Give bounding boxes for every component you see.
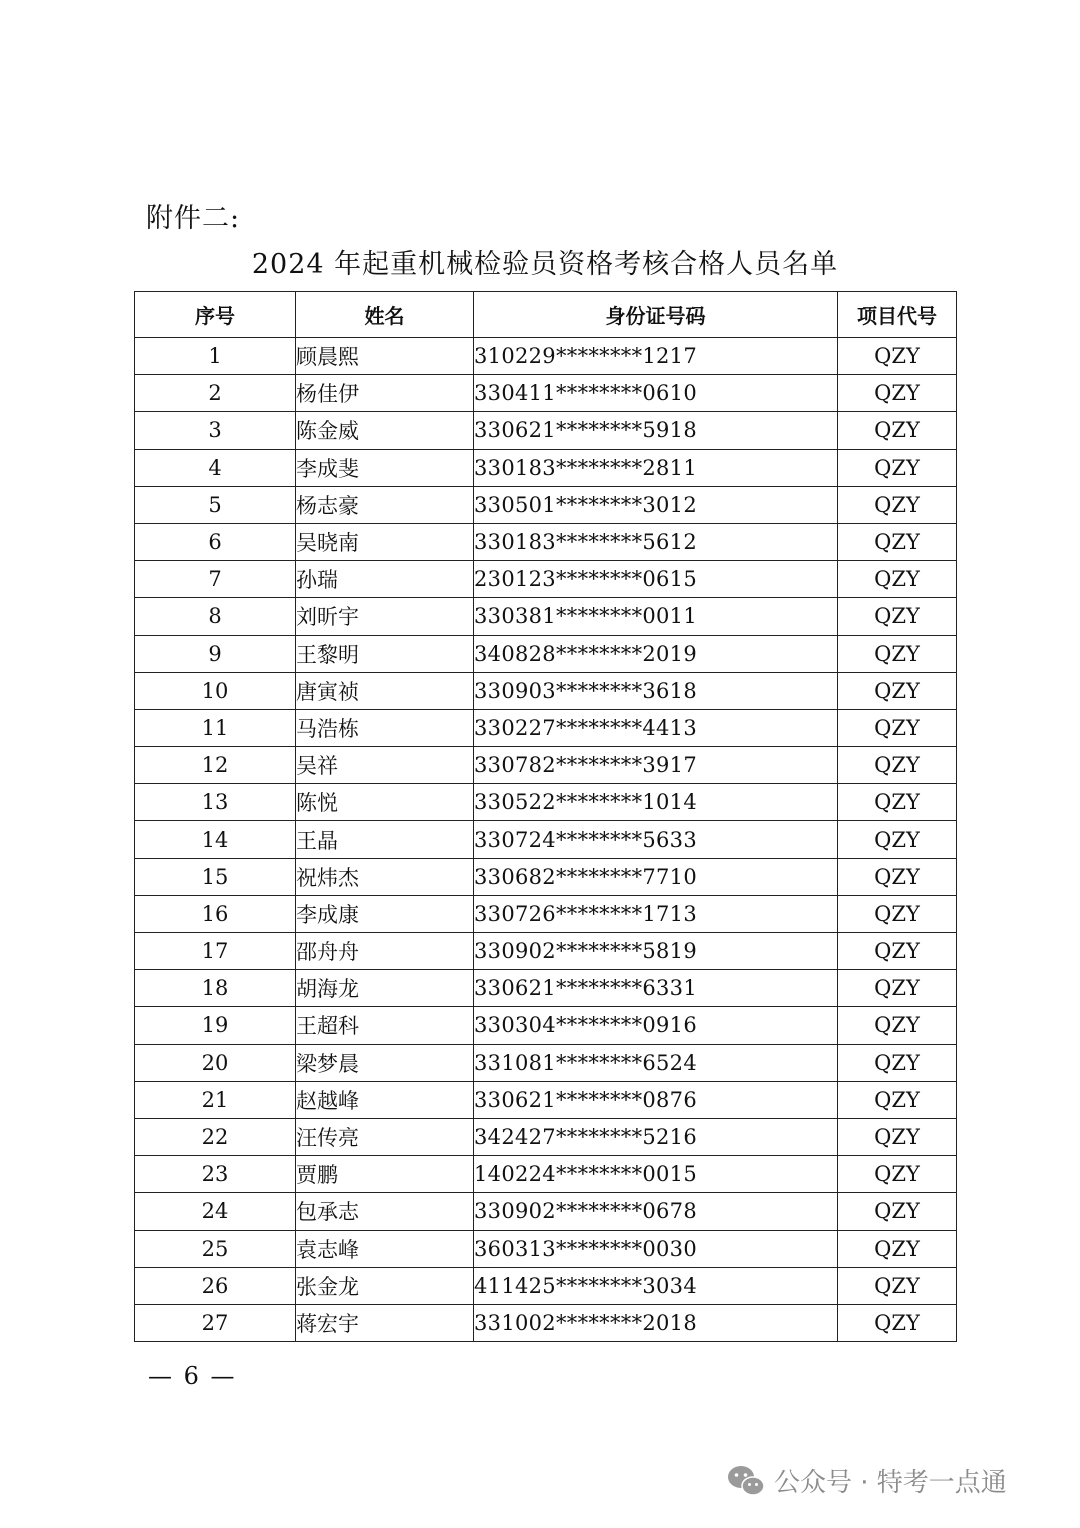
cell-project-code: QZY	[838, 747, 957, 784]
cell-id-number: 310229********1217	[474, 338, 838, 375]
cell-seq: 6	[135, 523, 296, 560]
cell-seq: 1	[135, 338, 296, 375]
cell-seq: 22	[135, 1118, 296, 1155]
cell-name: 胡海龙	[296, 970, 474, 1007]
page-number: — 6 —	[148, 1362, 237, 1390]
cell-seq: 17	[135, 933, 296, 970]
table-row	[135, 486, 957, 523]
table-row	[135, 747, 957, 784]
cell-seq: 5	[135, 486, 296, 523]
cell-project-code: QZY	[838, 970, 957, 1007]
cell-project-code: QZY	[838, 709, 957, 746]
cell-id-number: 330522********1014	[474, 784, 838, 821]
cell-seq: 21	[135, 1081, 296, 1118]
header-name: 姓名	[296, 292, 474, 338]
cell-seq: 7	[135, 561, 296, 598]
cell-name: 邵舟舟	[296, 933, 474, 970]
cell-seq: 20	[135, 1044, 296, 1081]
cell-name: 刘昕宇	[296, 598, 474, 635]
cell-seq: 24	[135, 1193, 296, 1230]
cell-id-number: 330621********0876	[474, 1081, 838, 1118]
table-row	[135, 933, 957, 970]
cell-name: 杨佳伊	[296, 375, 474, 412]
table-row	[135, 970, 957, 1007]
cell-name: 孙瑞	[296, 561, 474, 598]
cell-id-number: 330782********3917	[474, 747, 838, 784]
cell-name: 袁志峰	[296, 1230, 474, 1267]
table-row	[135, 523, 957, 560]
table-row	[135, 858, 957, 895]
cell-seq: 27	[135, 1304, 296, 1341]
cell-seq: 18	[135, 970, 296, 1007]
cell-name: 李成康	[296, 895, 474, 932]
cell-project-code: QZY	[838, 1156, 957, 1193]
attachment-label: 附件二:	[146, 203, 241, 234]
table-row	[135, 449, 957, 486]
cell-name: 王超科	[296, 1007, 474, 1044]
cell-project-code: QZY	[838, 561, 957, 598]
cell-name: 祝炜杰	[296, 858, 474, 895]
cell-seq: 13	[135, 784, 296, 821]
table-row	[135, 672, 957, 709]
table-row	[135, 1007, 957, 1044]
cell-name: 李成斐	[296, 449, 474, 486]
cell-seq: 25	[135, 1230, 296, 1267]
cell-project-code: QZY	[838, 412, 957, 449]
table-row	[135, 1193, 957, 1230]
qualified-personnel-table	[134, 291, 957, 1342]
cell-id-number: 330304********0916	[474, 1007, 838, 1044]
cell-name: 王黎明	[296, 635, 474, 672]
table-row	[135, 1156, 957, 1193]
table-row	[135, 1081, 957, 1118]
cell-seq: 3	[135, 412, 296, 449]
cell-name: 吴晓南	[296, 523, 474, 560]
watermark	[726, 1462, 1007, 1499]
table-row	[135, 709, 957, 746]
cell-seq: 16	[135, 895, 296, 932]
table-row	[135, 784, 957, 821]
table-row	[135, 598, 957, 635]
cell-name: 梁梦晨	[296, 1044, 474, 1081]
cell-id-number: 330183********2811	[474, 449, 838, 486]
cell-name: 汪传亮	[296, 1118, 474, 1155]
cell-id-number: 330621********6331	[474, 970, 838, 1007]
cell-project-code: QZY	[838, 895, 957, 932]
cell-project-code: QZY	[838, 449, 957, 486]
table-row	[135, 821, 957, 858]
cell-project-code: QZY	[838, 672, 957, 709]
table-row	[135, 1044, 957, 1081]
cell-seq: 26	[135, 1267, 296, 1304]
cell-id-number: 360313********0030	[474, 1230, 838, 1267]
cell-id-number: 330411********0610	[474, 375, 838, 412]
cell-seq: 10	[135, 672, 296, 709]
table-row	[135, 561, 957, 598]
cell-id-number: 342427********5216	[474, 1118, 838, 1155]
cell-project-code: QZY	[838, 375, 957, 412]
cell-seq: 23	[135, 1156, 296, 1193]
wechat-icon	[726, 1464, 766, 1498]
cell-id-number: 330902********0678	[474, 1193, 838, 1230]
cell-project-code: QZY	[838, 858, 957, 895]
cell-seq: 8	[135, 598, 296, 635]
cell-project-code: QZY	[838, 338, 957, 375]
cell-seq: 11	[135, 709, 296, 746]
cell-seq: 9	[135, 635, 296, 672]
cell-seq: 2	[135, 375, 296, 412]
cell-project-code: QZY	[838, 821, 957, 858]
cell-seq: 4	[135, 449, 296, 486]
table-row	[135, 1267, 957, 1304]
cell-id-number: 330903********3618	[474, 672, 838, 709]
table-row	[135, 338, 957, 375]
cell-id-number: 330501********3012	[474, 486, 838, 523]
cell-project-code: QZY	[838, 1193, 957, 1230]
table-row	[135, 1230, 957, 1267]
cell-name: 赵越峰	[296, 1081, 474, 1118]
cell-id-number: 330227********4413	[474, 709, 838, 746]
cell-name: 包承志	[296, 1193, 474, 1230]
cell-name: 马浩栋	[296, 709, 474, 746]
cell-id-number: 411425********3034	[474, 1267, 838, 1304]
table-row	[135, 375, 957, 412]
table-row	[135, 412, 957, 449]
cell-project-code: QZY	[838, 1044, 957, 1081]
cell-id-number: 330682********7710	[474, 858, 838, 895]
table-body	[135, 338, 957, 1342]
header-project-code: 项目代号	[838, 292, 957, 338]
cell-name: 王晶	[296, 821, 474, 858]
cell-project-code: QZY	[838, 1081, 957, 1118]
table-row	[135, 1118, 957, 1155]
cell-project-code: QZY	[838, 784, 957, 821]
cell-id-number: 330183********5612	[474, 523, 838, 560]
document-title: 2024 年起重机械检验员资格考核合格人员名单	[251, 249, 839, 280]
cell-name: 贾鹏	[296, 1156, 474, 1193]
cell-seq: 15	[135, 858, 296, 895]
cell-name: 顾晨熙	[296, 338, 474, 375]
cell-name: 张金龙	[296, 1267, 474, 1304]
cell-project-code: QZY	[838, 598, 957, 635]
cell-project-code: QZY	[838, 1007, 957, 1044]
cell-id-number: 140224********0015	[474, 1156, 838, 1193]
cell-project-code: QZY	[838, 523, 957, 560]
cell-project-code: QZY	[838, 933, 957, 970]
cell-id-number: 330726********1713	[474, 895, 838, 932]
cell-project-code: QZY	[838, 1230, 957, 1267]
cell-seq: 19	[135, 1007, 296, 1044]
table-row	[135, 1304, 957, 1341]
cell-name: 吴祥	[296, 747, 474, 784]
header-id-number: 身份证号码	[474, 292, 838, 338]
table-row	[135, 635, 957, 672]
cell-seq: 12	[135, 747, 296, 784]
header-seq: 序号	[135, 292, 296, 338]
cell-seq: 14	[135, 821, 296, 858]
table-header-row	[135, 292, 957, 338]
cell-id-number: 330724********5633	[474, 821, 838, 858]
table-row	[135, 895, 957, 932]
cell-project-code: QZY	[838, 1304, 957, 1341]
cell-id-number: 330902********5819	[474, 933, 838, 970]
cell-name: 蒋宏宇	[296, 1304, 474, 1341]
cell-id-number: 331002********2018	[474, 1304, 838, 1341]
cell-name: 唐寅祯	[296, 672, 474, 709]
cell-name: 陈金威	[296, 412, 474, 449]
watermark-text: 公众号 · 特考一点通	[774, 1468, 1007, 1498]
cell-id-number: 340828********2019	[474, 635, 838, 672]
cell-name: 陈悦	[296, 784, 474, 821]
cell-project-code: QZY	[838, 1267, 957, 1304]
cell-id-number: 330381********0011	[474, 598, 838, 635]
cell-id-number: 330621********5918	[474, 412, 838, 449]
cell-id-number: 331081********6524	[474, 1044, 838, 1081]
cell-name: 杨志豪	[296, 486, 474, 523]
cell-project-code: QZY	[838, 635, 957, 672]
cell-project-code: QZY	[838, 486, 957, 523]
cell-id-number: 230123********0615	[474, 561, 838, 598]
cell-project-code: QZY	[838, 1118, 957, 1155]
